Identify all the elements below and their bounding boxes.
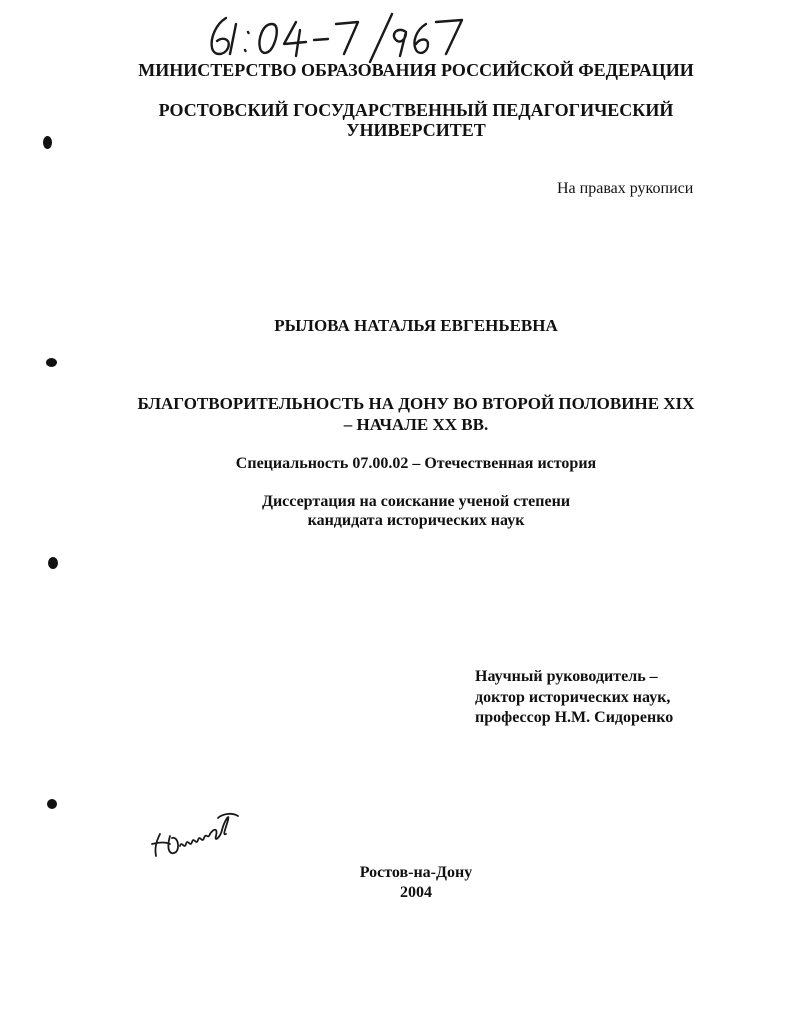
year: 2004 (400, 884, 432, 901)
supervisor-line1: Научный руководитель – (475, 668, 658, 685)
archive-number-handwritten (200, 10, 470, 65)
city: Ростов-на-Дону (359, 864, 473, 881)
signature (146, 806, 246, 866)
university-heading-line1: РОСТОВСКИЙ ГОСУДАРСТВЕННЫЙ ПЕДАГОГИЧЕСКИЙ (158, 100, 674, 120)
degree-line1: Диссертация на соискание ученой степени (261, 493, 571, 510)
author-name: РЫЛОВА НАТАЛЬЯ ЕВГЕНЬЕВНА (274, 316, 558, 335)
dissertation-title-line1: БЛАГОТВОРИТЕЛЬНОСТЬ НА ДОНУ ВО ВТОРОЙ ПОЛОВИНЕ XIX (137, 394, 695, 413)
supervisor-line2: доктор исторических наук, (475, 689, 671, 706)
supervisor-line3: профессор Н.М. Сидоренко (475, 709, 674, 726)
binding-hole-mark (46, 358, 57, 367)
specialty: Специальность 07.00.02 – Отечественная история (235, 455, 597, 472)
binding-hole-mark (48, 557, 58, 569)
binding-hole-mark (47, 799, 57, 809)
dissertation-title-line2: – НАЧАЛЕ XX ВВ. (343, 415, 489, 434)
university-heading-line2: УНИВЕРСИТЕТ (346, 120, 486, 140)
manuscript-note: На правах рукописи (557, 180, 694, 197)
degree-line2: кандидата исторических наук (307, 512, 525, 529)
ministry-heading: МИНИСТЕРСТВО ОБРАЗОВАНИЯ РОССИЙСКОЙ ФЕДЕРАЦИИ (138, 60, 694, 80)
